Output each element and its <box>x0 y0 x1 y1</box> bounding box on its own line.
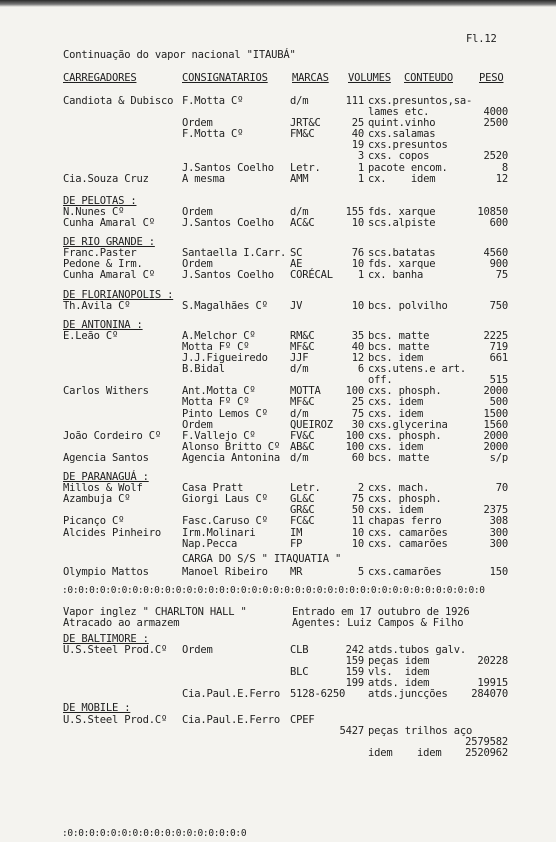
cell-mark: JRT&C <box>290 117 321 129</box>
cell-weight: 500 <box>489 396 508 408</box>
cell-volumes: 75 <box>351 408 364 420</box>
cell-mark: JV <box>290 300 303 312</box>
cell-weight: 900 <box>489 258 508 270</box>
cell-mark: MR <box>290 566 303 578</box>
cell-contents: cxs. idem <box>368 396 424 408</box>
cell-contents: chapas ferro <box>368 515 442 527</box>
cell-contents: bcs. polvilho <box>368 300 448 312</box>
cell-shipper: Th.Avila Cº <box>63 300 131 312</box>
cell-mark: FC&C <box>290 515 315 527</box>
itaquatia-heading: CARGA DO S/S " ITAQUATIA " <box>182 553 342 565</box>
cell-mark: RM&C <box>290 330 315 342</box>
cell-weight: 2225 <box>483 330 508 342</box>
cell-consignee: Cia.Paul.E.Ferro <box>182 714 280 726</box>
cell-volumes: 11 <box>351 515 364 527</box>
cell-volumes: 111 <box>345 95 364 107</box>
cell-consignee: Alonso Britto Cº <box>182 441 280 453</box>
cell-mark: CORÉCAL <box>290 269 333 281</box>
cell-weight: 19915 <box>477 677 508 689</box>
cell-mark: d/m <box>290 95 309 107</box>
cell-mark: d/m <box>290 452 309 464</box>
cell-mark: Letr. <box>290 162 321 174</box>
cell-consignee: Manoel Ribeiro <box>182 566 268 578</box>
cell-shipper: Carlos Withers <box>63 385 149 397</box>
cell-mark: d/m <box>290 408 309 420</box>
cell-consignee: F.Motta Cº <box>182 95 244 107</box>
separator-line: :0:0:0:0:0:0:0:0:0:0:0:0:0:0:0:0:0:0:0:0:0:0:0:0:0:0:0:0:0:0:0:0:0:0:0:0:0:0:0 <box>62 585 485 596</box>
cell-consignee: Motta Fº Cº <box>182 341 250 353</box>
cell-volumes: 159 <box>345 655 364 667</box>
cell-weight: 20228 <box>477 655 508 667</box>
cell-consignee: B.Bidal <box>182 363 225 375</box>
cell-mark: AC&C <box>290 217 315 229</box>
cell-volumes: 35 <box>351 330 364 342</box>
cell-shipper: Picanço Cº <box>63 515 125 527</box>
cell-volumes: 199 <box>345 677 364 689</box>
cell-mark: MF&C <box>290 396 315 408</box>
col-header-weight: PESO <box>479 72 504 84</box>
cell-shipper: Cunha Amaral Cº <box>63 269 155 281</box>
cell-contents: peças trilhos aço <box>368 725 473 737</box>
cell-weight: 2000 <box>483 430 508 442</box>
cell-mark: QUEIROZ <box>290 419 333 431</box>
cell-consignee: Ordem <box>182 644 213 656</box>
cell-volumes: 25 <box>351 117 364 129</box>
cell-volumes: 60 <box>351 452 364 464</box>
cell-consignee: Agencia Antonina <box>182 452 280 464</box>
cell-shipper: Candiota & Dubisco <box>63 95 174 107</box>
cell-volumes: 100 <box>345 430 364 442</box>
cell-consignee: F.Vallejo Cº <box>182 430 256 442</box>
cell-consignee: Irm.Molinari <box>182 527 256 539</box>
cell-mark: SC <box>290 247 303 259</box>
cell-contents: cxs.salamas <box>368 128 436 140</box>
cell-weight: 150 <box>489 566 508 578</box>
arrival-line: Entrado em 17 outubro de 1926 <box>292 606 470 618</box>
cell-contents: bcs. matte <box>368 452 430 464</box>
berth-line: Atracado ao armazem <box>63 617 180 629</box>
cell-mark: d/m <box>290 363 309 375</box>
cell-mark: AMM <box>290 173 309 185</box>
cell-consignee: Ordem <box>182 419 213 431</box>
cell-volumes: 40 <box>351 128 364 140</box>
cell-consignee: Fasc.Caruso Cº <box>182 515 268 527</box>
cell-weight: 2520962 <box>465 747 508 759</box>
cell-volumes: 12 <box>351 352 364 364</box>
cell-contents: cxs.presuntos <box>368 139 448 151</box>
cell-weight: 600 <box>489 217 508 229</box>
cell-weight: 1560 <box>483 419 508 431</box>
cell-contents: atds.juncções <box>368 688 448 700</box>
cell-consignee: Cia.Paul.E.Ferro <box>182 688 280 700</box>
port-heading: DE MOBILE : <box>63 702 131 714</box>
cell-volumes: 10 <box>351 538 364 550</box>
cell-contents: cxs.utens.e art. <box>368 363 466 375</box>
cell-shipper: U.S.Steel Prod.Cº <box>63 714 168 726</box>
cell-weight: 300 <box>489 527 508 539</box>
cell-consignee: Santaella I.Carr. <box>182 247 287 259</box>
cell-volumes: 155 <box>345 206 364 218</box>
cell-shipper: Alcides Pinheiro <box>63 527 161 539</box>
cell-volumes: 19 <box>351 139 364 151</box>
cell-mark: Letr. <box>290 482 321 494</box>
cell-weight: 2375 <box>483 504 508 516</box>
cell-mark: FP <box>290 538 303 550</box>
cell-contents: cxs. mach. <box>368 482 430 494</box>
cell-consignee: Giorgi Laus Cº <box>182 493 268 505</box>
cell-shipper: Agencia Santos <box>63 452 149 464</box>
col-header-consignees: CONSIGNATARIOS <box>182 72 268 84</box>
cell-consignee: Ant.Motta Cº <box>182 385 256 397</box>
cell-contents: cxs.presuntos,sa- <box>368 95 473 107</box>
cell-consignee: Pinto Lemos Cº <box>182 408 268 420</box>
cell-weight: 4560 <box>483 247 508 259</box>
port-heading: DE RIO GRANDE : <box>63 236 155 248</box>
cell-volumes: 1 <box>357 269 364 281</box>
cell-consignee: J.Santos Coelho <box>182 217 274 229</box>
cell-contents: cxs. camarões <box>368 538 448 550</box>
cell-weight: 75 <box>495 269 508 281</box>
cell-volumes: 10 <box>351 300 364 312</box>
cell-mark: CLB <box>290 644 309 656</box>
cell-weight: 2500 <box>483 117 508 129</box>
port-heading: DE BALTIMORE : <box>63 633 149 645</box>
cell-weight: 750 <box>489 300 508 312</box>
cell-weight: 2000 <box>483 385 508 397</box>
cell-mark: JJF <box>290 352 309 364</box>
cell-weight: 2520 <box>483 150 508 162</box>
cell-shipper: Franc.Paster <box>63 247 137 259</box>
separator-line: :0:0:0:0:0:0:0:0:0:0:0:0:0:0:0:0:0 <box>62 828 247 839</box>
cell-contents: cxs. camarões <box>368 527 448 539</box>
cell-contents: vls. idem <box>368 666 430 678</box>
cell-contents: quint.vinho <box>368 117 436 129</box>
cell-contents: off. <box>368 374 393 386</box>
cell-weight: 10850 <box>477 206 508 218</box>
cell-consignee: S.Magalhães Cº <box>182 300 268 312</box>
cell-mark: GL&C <box>290 493 315 505</box>
cell-contents: scs.batatas <box>368 247 436 259</box>
cell-volumes: 10 <box>351 217 364 229</box>
cell-volumes: 76 <box>351 247 364 259</box>
cell-contents: peças idem <box>368 655 430 667</box>
cell-consignee: Ordem <box>182 258 213 270</box>
cell-mark: FM&C <box>290 128 315 140</box>
cell-contents: scs.alpiste <box>368 217 436 229</box>
cell-weight: 300 <box>489 538 508 550</box>
port-heading: DE PARANAGUÁ : <box>63 471 149 483</box>
cell-volumes: 40 <box>351 341 364 353</box>
cell-consignee: J.J.Figueiredo <box>182 352 268 364</box>
cell-consignee: Casa Pratt <box>182 482 244 494</box>
cell-consignee: J.Santos Coelho <box>182 269 274 281</box>
cell-weight: s/p <box>489 452 508 464</box>
cell-volumes: 2 <box>357 482 364 494</box>
cell-contents: cx. idem <box>368 173 436 185</box>
port-heading: DE PELOTAS : <box>63 195 137 207</box>
cell-volumes: 159 <box>345 666 364 678</box>
cell-consignee: Ordem <box>182 206 213 218</box>
cell-consignee: Ordem <box>182 117 213 129</box>
cell-volumes: 1 <box>357 173 364 185</box>
cell-volumes: 100 <box>345 385 364 397</box>
cell-shipper: Pedone & Irm. <box>63 258 143 270</box>
cell-volumes: 25 <box>351 396 364 408</box>
cell-contents: cxs. idem <box>368 408 424 420</box>
cell-mark: d/m <box>290 206 309 218</box>
cell-mark: AE <box>290 258 303 270</box>
cell-volumes: 5427 <box>339 725 364 737</box>
cell-weight: 4000 <box>483 106 508 118</box>
cell-volumes: 10 <box>351 527 364 539</box>
cell-volumes: 75 <box>351 493 364 505</box>
cell-consignee: Nap.Pecca <box>182 538 238 550</box>
cell-contents: cxs. idem <box>368 504 424 516</box>
cell-contents: cxs. idem <box>368 441 424 453</box>
cell-mark: FV&C <box>290 430 315 442</box>
col-header-volumes: VOLUMES <box>348 72 391 84</box>
cell-volumes: 100 <box>345 441 364 453</box>
cell-weight: 2000 <box>483 441 508 453</box>
col-header-shippers: CARREGADORES <box>63 72 137 84</box>
cell-contents: idem idem <box>368 747 442 759</box>
cell-weight: 661 <box>489 352 508 364</box>
cell-shipper: E.Leão Cº <box>63 330 119 342</box>
scan-top-edge <box>0 0 556 7</box>
cell-weight: 70 <box>495 482 508 494</box>
cell-shipper: Cia.Souza Cruz <box>63 173 149 185</box>
cell-weight: 308 <box>489 515 508 527</box>
cell-contents: bcs. matte <box>368 341 430 353</box>
cell-contents: fds. xarque <box>368 206 436 218</box>
cell-volumes: 50 <box>351 504 364 516</box>
col-header-marks: MARCAS <box>292 72 329 84</box>
cell-shipper: N.Nunes Cº <box>63 206 125 218</box>
cell-contents: pacote encom. <box>368 162 448 174</box>
cell-mark: MF&C <box>290 341 315 353</box>
sheet-number: Fl.12 <box>466 33 497 45</box>
cell-shipper: Cunha Amaral Cº <box>63 217 155 229</box>
cell-shipper: Olympio Mattos <box>63 566 149 578</box>
cell-mark: IM <box>290 527 303 539</box>
cell-mark: CPEF <box>290 714 315 726</box>
cell-weight: 1500 <box>483 408 508 420</box>
cell-shipper: João Cordeiro Cº <box>63 430 161 442</box>
cell-shipper: Millos & Wolf <box>63 482 143 494</box>
cell-contents: atds.tubos galv. <box>368 644 466 656</box>
cell-volumes: 3 <box>357 150 364 162</box>
cell-contents: cxs.glycerina <box>368 419 448 431</box>
cell-shipper: Azambuja Cº <box>63 493 131 505</box>
cell-volumes: 30 <box>351 419 364 431</box>
cell-volumes: 6 <box>357 363 364 375</box>
cell-mark: GR&C <box>290 504 315 516</box>
cell-consignee: J.Santos Coelho <box>182 162 274 174</box>
cell-mark: MOTTA <box>290 385 321 397</box>
cell-mark: 5128-6250 <box>290 688 346 700</box>
vessel-line: Vapor inglez " CHARLTON HALL " <box>63 606 247 618</box>
cell-volumes: 10 <box>351 258 364 270</box>
cell-volumes: 5 <box>357 566 364 578</box>
cell-weight: 12 <box>495 173 508 185</box>
cell-contents: cxs. phosph. <box>368 385 442 397</box>
cell-weight: 8 <box>501 162 508 174</box>
agents-line: Agentes: Luiz Campos & Filho <box>292 617 464 629</box>
cell-weight: 515 <box>489 374 508 386</box>
cell-weight: 719 <box>489 341 508 353</box>
cell-consignee: Motta Fº Cº <box>182 396 250 408</box>
cell-consignee: F.Motta Cº <box>182 128 244 140</box>
cell-contents: cxs.camarões <box>368 566 442 578</box>
cell-consignee: A mesma <box>182 173 225 185</box>
cell-mark: BLC <box>290 666 309 678</box>
cell-contents: cx. banha <box>368 269 424 281</box>
col-header-contents: CONTEUDO <box>404 72 453 84</box>
cell-shipper: U.S.Steel Prod.Cº <box>63 644 168 656</box>
cell-contents: cxs. copos <box>368 150 430 162</box>
cell-volumes: 242 <box>345 644 364 656</box>
cell-contents: bcs. idem <box>368 352 424 364</box>
cell-contents: fds. xarque <box>368 258 436 270</box>
cell-contents: cxs. phosph. <box>368 430 442 442</box>
cell-mark: AB&C <box>290 441 315 453</box>
cell-volumes: 1 <box>357 162 364 174</box>
port-heading: DE ANTONINA : <box>63 319 143 331</box>
cell-contents: bcs. matte <box>368 330 430 342</box>
cell-consignee: A.Melchor Cº <box>182 330 256 342</box>
cell-weight: 284070 <box>471 688 508 700</box>
cell-contents: lames etc. <box>368 106 430 118</box>
cell-weight: 2579582 <box>465 736 508 748</box>
page-heading: Continuação do vapor nacional "ITAUBÁ" <box>63 49 296 61</box>
port-heading: DE FLORIANOPOLIS : <box>63 289 174 301</box>
cell-contents: atds. idem <box>368 677 430 689</box>
cell-contents: cxs. phosph. <box>368 493 442 505</box>
